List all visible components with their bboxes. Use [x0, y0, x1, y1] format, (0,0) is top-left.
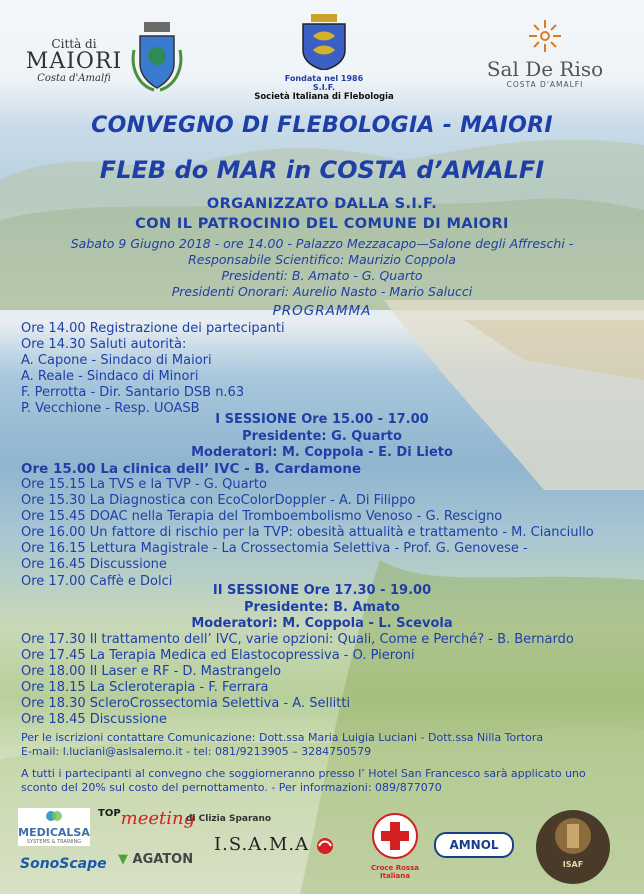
- title-line-1: CONVEGNO DI FLEBOLOGIA - MAIORI: [91, 113, 553, 138]
- session-item: Ore 18.45 Discussione: [21, 712, 167, 728]
- isama-logo: I.S.A.M.A: [214, 834, 336, 856]
- intro-item: P. Vecchione - Resp. UOASB: [21, 401, 200, 417]
- session-1-title: I SESSIONE Ore 15.00 - 17.00: [215, 412, 429, 427]
- program-intro: [21, 321, 285, 418]
- session-item: Ore 16.45 Discussione: [21, 557, 167, 573]
- top-meeting-logo: $^{TOP}$meeting: [98, 808, 196, 829]
- intro-item: Ore 14.30 Saluti autorità:: [21, 337, 187, 353]
- title-line-2: FLEB do MAR in COSTA d’AMALFI: [99, 156, 545, 184]
- session-item: Ore 16.15 Lettura Magistrale - La Crossectomia Selettiva - Prof. G. Genovese -: [21, 541, 528, 557]
- medicalsa-cross-icon: [44, 809, 64, 823]
- intro-item: Ore 14.00 Registrazione dei partecipanti: [21, 321, 285, 336]
- sal-de-riso-flower-icon: [527, 18, 563, 54]
- session-item: Ore 16.00 Un fattore di rischio per la TVP: obesità attualità e trattamento - M. Cianciullo: [21, 525, 594, 541]
- honorary-presidents: Presidenti Onorari: Aurelio Nasto - Mario Salucci: [171, 284, 473, 299]
- clizia-sparano: di Clizia Sparano: [186, 814, 272, 824]
- intro-item: F. Perrotta - Dir. Santario DSB n.63: [21, 385, 245, 401]
- isaf-emblem-icon: [553, 816, 593, 856]
- session-item: Ore 15.15 La TVS e la TVP - G. Quarto: [21, 477, 267, 492]
- sif-logo: Fondata nel 1986 S.I.F. Società Italiana di Flebologia: [244, 14, 404, 102]
- presidents: Presidenti: B. Amato - G. Quarto: [221, 268, 423, 283]
- contact-line-1: Per le iscrizioni contattare Comunicazione: Dott.ssa Maria Luigia Luciani - Dott.ssa Nilla Tortora: [21, 731, 544, 744]
- maiori-city-logo: Città di MAIORI Costa d'Amalfi: [25, 37, 123, 84]
- session-1-highlight: Ore 15.00 La clinica dell’ IVC - B. Cardamone: [21, 461, 362, 477]
- organizer-line-1: ORGANIZZATO DALLA S.I.F.: [206, 196, 438, 212]
- isama-symbol-icon: [314, 836, 336, 856]
- hotel-discount-line-1: A tutti i partecipanti al convegno che soggiorneranno presso l’ Hotel San Francesco sarà applicato uno: [21, 767, 586, 780]
- session-1-president: Presidente: G. Quarto: [242, 429, 402, 444]
- beach-background: [344, 300, 644, 490]
- event-date: Sabato 9 Giugno 2018 - ore 14.00 - Palazzo Mezzacapo—Salone degli Affreschi -: [70, 236, 574, 251]
- session-item: Ore 18.15 La Scleroterapia - F. Ferrara: [21, 680, 269, 696]
- isaf-logo: ISAF: [536, 810, 610, 884]
- intro-item: A. Reale - Sindaco di Minori: [21, 369, 199, 385]
- maiori-coat-of-arms-icon: [130, 20, 184, 92]
- sal-de-riso-logo: Sal De Riso COSTA D'AMALFI: [470, 18, 620, 89]
- amnol-logo: AMNOL: [434, 832, 514, 858]
- agaton-check-icon: ▼: [118, 852, 128, 867]
- session-item: Ore 17.45 La Terapia Medica ed Elastocopressiva - O. Pieroni: [21, 648, 415, 664]
- agaton-logo: ▼ AGATON: [118, 852, 194, 867]
- session-2-title: II SESSIONE Ore 17.30 - 19.00: [212, 583, 432, 598]
- program-heading: PROGRAMMA: [272, 303, 372, 319]
- session-2-moderators: Moderatori: M. Coppola - L. Scevola: [191, 616, 453, 631]
- sonoscape-logo: SonoScape: [20, 856, 107, 872]
- sif-shield-icon: [299, 14, 349, 70]
- session-item: Ore 18.30 ScleroCrossectomia Selettiva - A. Sellitti: [21, 696, 351, 712]
- hotel-discount-line-2: sconto del 20% sul costo del pernottamento. - Per informazioni: 089/877070: [21, 781, 442, 794]
- session-2-items: [21, 632, 574, 729]
- intro-item: A. Capone - Sindaco di Maiori: [21, 353, 212, 369]
- medicalsa-logo: MEDICALSA SYSTEMS & TRAINING: [18, 808, 90, 846]
- session-item: Ore 15.30 La Diagnostica con EcoColorDoppler - A. Di Filippo: [21, 493, 416, 509]
- croce-rossa-logo: Croce Rossa Italiana: [362, 812, 428, 880]
- session-1-moderators: Moderatori: M. Coppola - E. Di Lieto: [191, 445, 453, 460]
- scientific-lead: Responsabile Scientifico: Maurizio Coppola: [188, 252, 456, 267]
- red-cross-icon: [371, 812, 419, 860]
- session-1-items: [21, 477, 594, 590]
- session-item: Ore 17.00 Caffè e Dolci: [21, 573, 173, 589]
- session-item: Ore 17.30 Il trattamento dell’ IVC, varie opzioni: Quali, Come e Perché? - B. Bernardo: [21, 632, 574, 647]
- organizer-line-2: CON IL PATROCINIO DEL COMUNE DI MAIORI: [135, 216, 509, 232]
- session-item: Ore 18.00 Il Laser e RF - D. Mastrangelo: [21, 664, 282, 680]
- session-2-president: Presidente: B. Amato: [244, 600, 400, 615]
- session-item: Ore 15.45 DOAC nella Terapia del Tromboembolismo Venoso - G. Rescigno: [21, 509, 503, 525]
- contact-email: E-mail: l.luciani@aslsalerno.it - tel: 081/9213905 – 3284750579: [21, 745, 372, 758]
